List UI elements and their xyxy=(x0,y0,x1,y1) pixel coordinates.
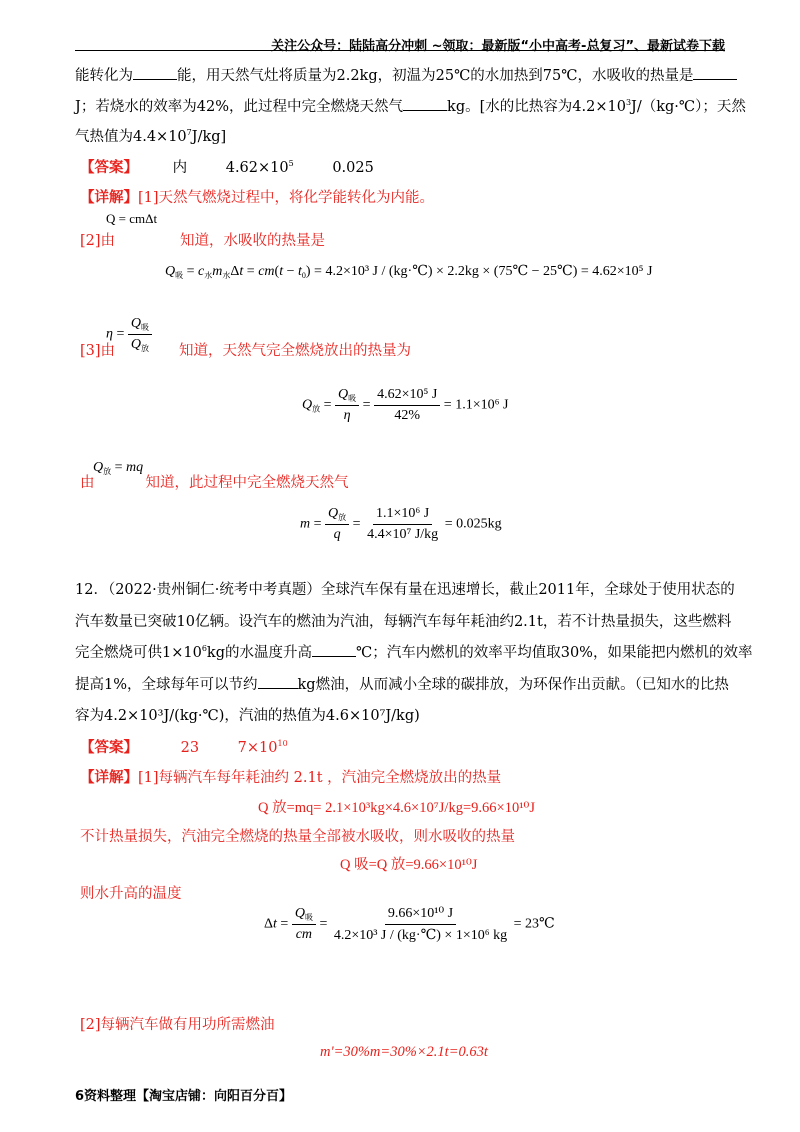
text: [1]天然气燃烧过程中，将化学能转化为内能。 xyxy=(138,190,435,206)
q12-line1: 12．（2022·贵州铜仁·统考中考真题）全球汽车保有量在迅速增长，截止2011年，全球处于使用状态的 xyxy=(75,582,735,598)
text: [2]由 xyxy=(80,233,116,249)
text: 知道，天然气完全燃烧放出的热量为 xyxy=(179,343,412,359)
exponent: 6 xyxy=(201,644,207,653)
equation-heat-absorbed: $Q_吸 = c_水m_水\Delta t = cm(t - t_0) = 4.2\times 10^3$ J / (kg·℃) × 2.2kg × (75℃ − 25℃) = 4.62×10⁵ J xyxy=(165,264,653,280)
text: 能，用天然气灶将质量为2.2kg，初温为25℃的水加热到75℃，水吸收的热量是 xyxy=(177,68,694,84)
page-number: 6 xyxy=(75,1089,85,1104)
answer-label: 【答案】 xyxy=(80,739,138,756)
page-footer xyxy=(75,1085,292,1104)
q12-line3 xyxy=(75,641,752,662)
q12-equation-4: m'=30%m=30%×2.1t=0.63t xyxy=(320,1044,488,1060)
q11-answer xyxy=(80,156,374,177)
text: J/kg] xyxy=(191,129,227,145)
text: 由 xyxy=(80,475,95,491)
footer-text: 资料整理【淘宝店铺：向阳百分百】 xyxy=(84,1089,293,1104)
equation-heat-released: $Q_放$ = $\frac{Q_吸}{\eta}$ = $\frac{\text{4.62×10⁵ J}}{42\%}$ = 1.1×10⁶ J xyxy=(302,387,509,423)
text: 完全燃烧可供1×10 xyxy=(75,645,202,661)
text: 知道，此过程中完全燃烧天然气 xyxy=(145,475,349,491)
answer-2: $7\times 10^{10}$ xyxy=(237,739,288,756)
q11-detail-2 xyxy=(80,229,325,250)
q12-line4 xyxy=(75,673,729,694)
text: [1]每辆汽车每年耗油约 2.1t ，汽油完全燃烧放出的热量 xyxy=(138,770,502,786)
answer-2: $4.62\times 10^5$ xyxy=(225,159,294,176)
text: 提高1%，全球每年可以节约 xyxy=(75,677,258,693)
answer-label: 【答案】 xyxy=(80,159,138,176)
q11-line2 xyxy=(75,95,746,116)
q12-detail-2: 不计热量损失，汽油完全燃烧的热量全部被水吸收，则水吸收的热量 xyxy=(80,829,515,845)
q11-detail-1 xyxy=(80,186,434,207)
text: kg燃油，从而减小全球的碳排放，为环保作出贡献。（已知水的比热 xyxy=(297,677,729,693)
answer-blank xyxy=(693,79,737,80)
exponent: 7 xyxy=(186,128,192,137)
answer-blank xyxy=(258,688,298,689)
formula-efficiency: η = $\frac{Q_吸}{Q_放}$ xyxy=(106,316,152,353)
equation-gas-mass: m = $\frac{Q_放}{q}$ = $\frac{\text{1.1×10⁶ J}}{\text{4.4×10⁷ J/kg}}$ = 0.025kg xyxy=(300,506,502,542)
q12-line5: 容为4.2×10³J/(kg·℃)，汽油的热值为4.6×10⁷J/kg) xyxy=(75,708,420,724)
equation-result: = 4.2×10³ J / (kg·℃) × 2.2kg × (75℃ − 25℃) = 4.62×10⁵ J xyxy=(314,264,653,279)
answer-1: 内 xyxy=(172,160,188,176)
text: kg。[水的比热容为4.2×10 xyxy=(447,99,626,115)
equation-temperature-rise: Δt = $\frac{Q_吸}{cm}$ = $\frac{\text{9.66×10¹⁰ J}}{\text{4.2×10³ J / (kg·℃) × 1×10⁶ kg}}$ = 23℃ xyxy=(264,906,555,943)
text: [3]由 xyxy=(80,343,116,359)
detail-label: 【详解】 xyxy=(80,189,138,206)
text: J；若烧水的效率为42%，此过程中完全燃烧天然气 xyxy=(75,99,404,115)
formula-q-mq: $Q_放$ = mq xyxy=(93,460,144,476)
text: ℃；汽车内燃机的效率平均值取30%，如果能把内燃机的效率 xyxy=(356,645,753,661)
q11-line1 xyxy=(75,64,737,85)
exponent: 3 xyxy=(625,98,632,107)
answer-blank xyxy=(403,110,447,111)
q12-detail-1 xyxy=(80,766,501,787)
text: 气热值为4.4×10 xyxy=(75,129,187,145)
text: 知道，水吸收的热量是 xyxy=(180,233,326,249)
q12-equation-2: Q 吸=Q 放=9.66×10¹⁰J xyxy=(340,857,478,873)
q12-detail-3: 则水升高的温度 xyxy=(80,886,182,902)
q12-line2: 汽车数量已突破10亿辆。设汽车的燃油为汽油，每辆汽车每年耗油约2.1t，若不计热量损失，这些燃料 xyxy=(75,614,732,630)
q12-equation-1: Q 放=mq= 2.1×10³kg×4.6×10⁷J/kg=9.66×10¹⁰J xyxy=(258,800,535,816)
answer-blank xyxy=(312,656,356,657)
text: J/（kg·℃）；天然 xyxy=(631,99,746,115)
q11-detail-3 xyxy=(80,339,411,360)
answer-3: 0.025 xyxy=(332,160,374,176)
q12-detail-4: [2]每辆汽车做有用功所需燃油 xyxy=(80,1017,275,1033)
answer-1: 23 xyxy=(180,740,200,756)
header-rule xyxy=(75,50,725,51)
q12-answer xyxy=(80,736,288,757)
q11-detail-4 xyxy=(80,471,349,492)
formula-q-cm-dt: Q = cmΔt xyxy=(106,211,158,226)
answer-blank xyxy=(133,79,177,80)
q11-line3 xyxy=(75,125,226,146)
detail-label: 【详解】 xyxy=(80,769,138,786)
page-header: 关注公众号：陆陆高分冲刺 ~领取：最新版“小中高考-总复习”、最新试卷下载 xyxy=(271,39,725,54)
text: 能转化为 xyxy=(75,68,133,84)
text: kg的水温度升高 xyxy=(206,645,312,661)
